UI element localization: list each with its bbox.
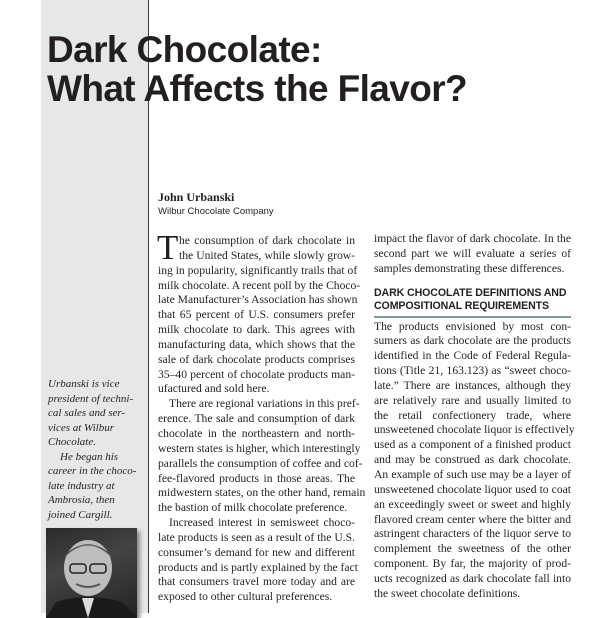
text-line: samples demonstrating these differences. [374, 261, 565, 275]
text-line: midwestern states, on the other hand, remain [158, 486, 366, 500]
text-line: tions (Title 21, 163.123) as “sweet choco- [374, 364, 571, 378]
heading-rule [374, 316, 571, 318]
author-name: John Urbanski [158, 190, 235, 204]
text-line: unsweetened chocolate liquor is effectively [374, 423, 575, 437]
text-line: parallels the consumption of coffee and cof- [158, 456, 363, 470]
text-line: flavored cream center where the bitter and [374, 512, 571, 526]
article-title [47, 30, 467, 108]
text-line: the sweet chocolate definitions. [374, 586, 521, 600]
text-line: the retail confectionery trade, where [374, 408, 571, 422]
text-line: ufactured and sold here. [158, 382, 270, 396]
bio-line: Chocolate. [48, 436, 96, 448]
bio-line: He began his [60, 450, 119, 463]
column-2 [374, 232, 575, 602]
text-line: complement the sweetness of the other [374, 542, 571, 556]
text-line: milk chocolate to dark. This agrees with [158, 323, 355, 337]
text-line: identified in the Code of Federal Regula- [374, 349, 571, 363]
bio-line: vices at Wilbur [48, 421, 114, 434]
text-line: The products envisioned by most con- [374, 319, 571, 333]
text-line: unsweetened chocolate liquor used to coat [374, 482, 571, 496]
text-line: an exceedingly sweet or sweet and highly [374, 497, 571, 511]
author-photo [46, 528, 137, 618]
title-line-2: What Affects the Flavor? [47, 68, 468, 109]
bio-line: career in the choco- [48, 465, 137, 477]
bio-line: cal sales and ser- [48, 407, 126, 419]
text-line: used as a component of a finished product [374, 438, 571, 452]
text-line: An example of such use may be a layer of [374, 467, 571, 481]
bio-line: president of techni- [48, 392, 134, 405]
text-line: that 65 percent of U.S. consumers prefer [158, 308, 355, 322]
bio-line: Urbanski is vice [48, 378, 120, 390]
text-line: exposed to other cultural preferences. [158, 590, 333, 604]
column-1 [157, 228, 366, 605]
text-line: component. By far, the majority of prod- [374, 557, 571, 571]
text-line: astringent characters of the liquor serve to [374, 527, 571, 541]
text-line: chocolate in the northeastern and north- [158, 426, 355, 440]
text-line: milk chocolate. A recent poll by the Choco- [158, 278, 361, 292]
text-line: that consumers travel more today and are [158, 575, 355, 589]
text-line: western states is higher, which interestingly [158, 441, 361, 455]
text-line: ucts recognized as dark chocolate fall into [374, 571, 571, 585]
text-line: late Manufacturer’s Association has shown [158, 293, 358, 307]
text-line: late products is seen as a result of the U.S. [158, 530, 355, 544]
text-line: the bastion of milk chocolate preference. [158, 501, 348, 515]
title-line-1: Dark Chocolate: [47, 29, 322, 70]
text-line: second part we will evaluate a series of [374, 246, 571, 260]
text-line: Increased interest in semisweet choco- [169, 516, 355, 530]
heading-line: DARK CHOCOLATE DEFINITIONS AND [374, 286, 567, 299]
section-heading [374, 287, 571, 314]
text-line: consumer’s demand for new and different [158, 545, 355, 559]
bio-line: late industry at [48, 479, 115, 492]
author-bio [48, 377, 144, 522]
text-line: ing in popularity, significantly trails that of [158, 263, 358, 277]
text-line: products and is partly explained by the fact [158, 560, 358, 574]
text-line: and may be construed as dark chocolate. [374, 453, 571, 467]
text-line: sumers as dark chocolate are the products [374, 334, 571, 348]
text-line: manufacturing data, which shows that the [158, 337, 355, 351]
portrait-image [46, 528, 137, 618]
text-line: are relatively rare and usually limited to [374, 393, 571, 407]
bio-line: Ambrosia, then [48, 494, 115, 506]
text-line: the United States, while slowly grow- [179, 248, 355, 262]
text-line: fee-flavored products in those areas. The [158, 471, 355, 485]
bio-line: joined Cargill. [48, 508, 113, 521]
text-line: 35–40 percent of chocolate products man- [158, 367, 355, 381]
drop-cap: T [157, 228, 179, 267]
text-line: erence. The sale and consumption of dark [158, 412, 355, 426]
text-line: There are regional variations in this pref- [169, 397, 360, 411]
heading-line: COMPOSITIONAL REQUIREMENTS [374, 300, 549, 313]
author-affiliation: Wilbur Chocolate Company [158, 206, 274, 217]
text-line: late.” There are instances, although they [374, 378, 571, 392]
text-line: he consumption of dark chocolate in [179, 234, 355, 247]
text-line: impact the flavor of dark chocolate. In the [374, 232, 571, 245]
text-line: sale of dark chocolate products comprises [158, 352, 355, 366]
